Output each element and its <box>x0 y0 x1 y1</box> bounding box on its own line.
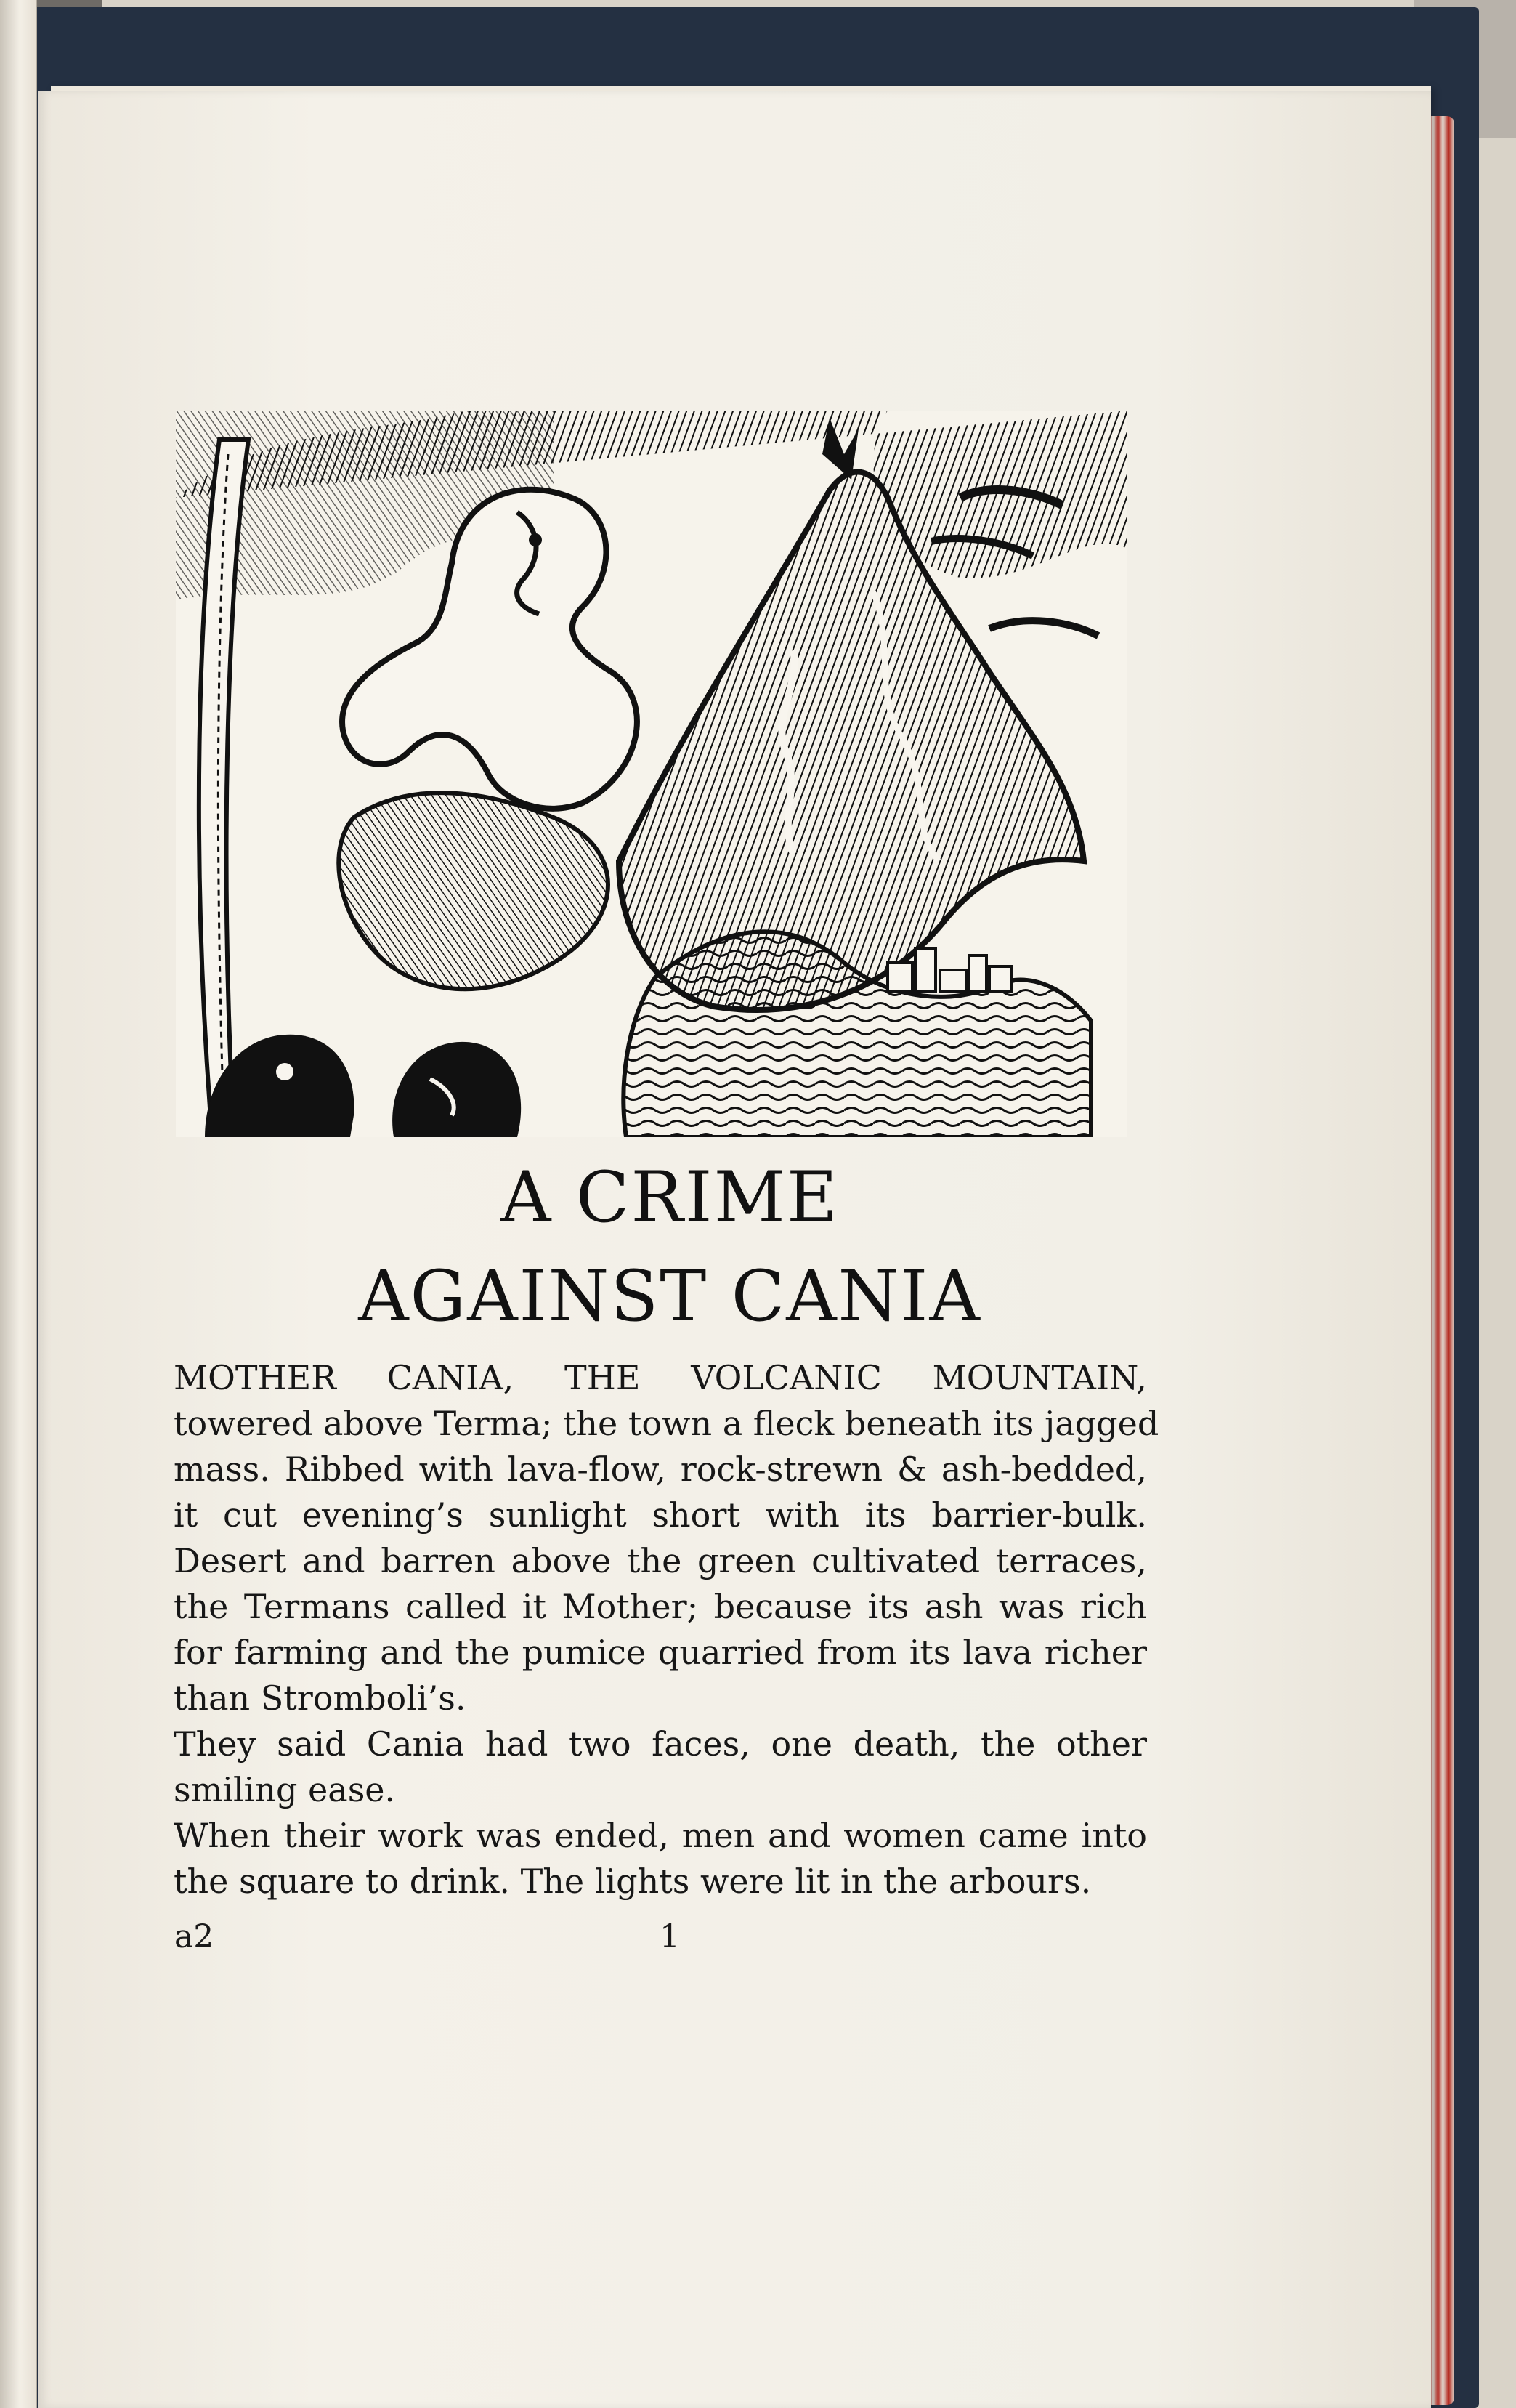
signature-mark: a2 <box>174 1918 214 1955</box>
text-line: the Termans called it Mother; because its ash was rich <box>174 1587 1147 1626</box>
wood-engraving-illustration <box>176 411 1127 1137</box>
book-page <box>38 91 1431 2408</box>
text-line: than Stromboli’s. <box>174 1678 466 1718</box>
text-line: smiling ease. <box>174 1770 396 1809</box>
text-line: towered above Terma; the town a fleck beneath its jagged <box>174 1404 1159 1443</box>
text-line: When their work was ended, men and women came into <box>174 1816 1147 1855</box>
left-page-edge <box>0 0 37 2408</box>
paragraph-2 <box>174 1721 1147 1813</box>
body-text <box>174 1355 1159 1904</box>
text-line: mass. Ribbed with lava-flow, rock-strewn & ash-bedded, <box>174 1450 1147 1489</box>
chapter-title-line-2: AGAINST CANIA <box>358 1256 981 1337</box>
page-number: 1 <box>660 1918 680 1955</box>
text-line: it cut evening’s sunlight short with its barrier-bulk. <box>174 1495 1147 1535</box>
text-line: They said Cania had two faces, one death, the other <box>174 1724 1147 1763</box>
text-line: the square to drink. The lights were lit in the arbours. <box>174 1862 1092 1901</box>
text-line: for farming and the pumice quarried from its lava richer <box>174 1633 1147 1672</box>
text-line: MOTHER CANIA, THE VOLCANIC MOUNTAIN, <box>174 1358 1147 1397</box>
paragraph-3 <box>174 1813 1147 1904</box>
chapter-title-line-1: A CRIME <box>500 1157 839 1238</box>
chapter-title <box>205 1148 1135 1346</box>
text-line: Desert and barren above the green cultivated terraces, <box>174 1541 1147 1580</box>
paragraph-1 <box>174 1355 1159 1721</box>
